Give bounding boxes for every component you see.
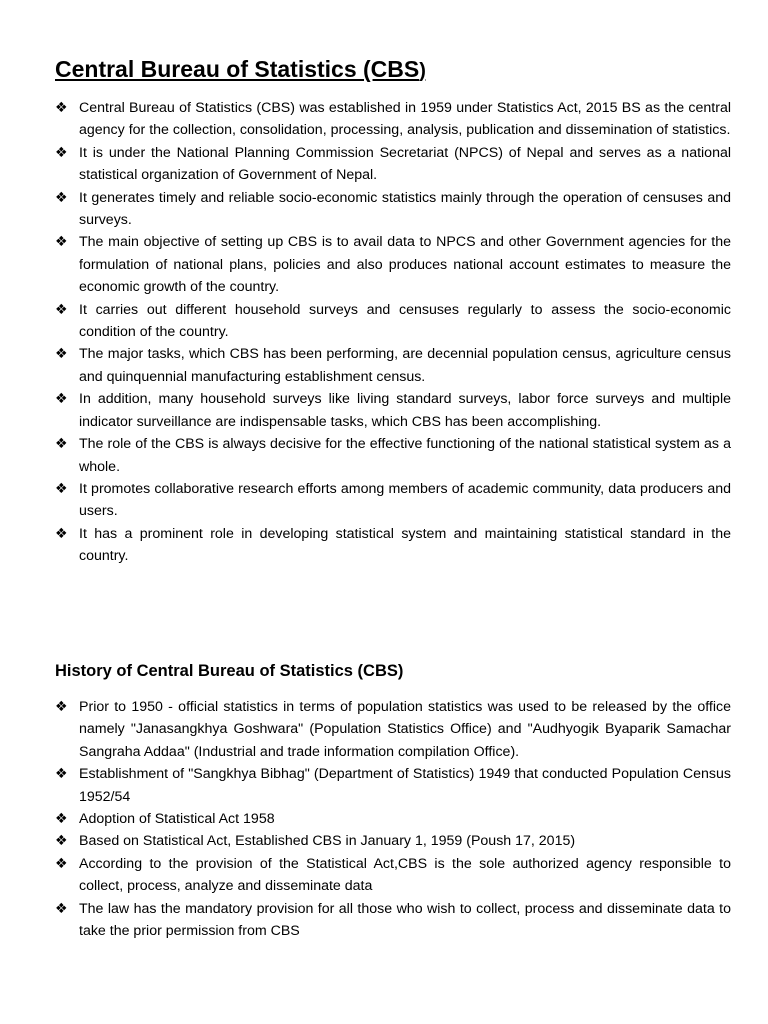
diamond-bullet-icon: ❖ (55, 855, 68, 872)
list-item (55, 187, 731, 232)
diamond-bullet-icon: ❖ (55, 699, 68, 715)
list-item (55, 830, 731, 852)
diamond-bullet-icon: ❖ (55, 234, 68, 251)
list-item-text: The main objective of setting up CBS is to avail data to NPCS and other Government agencies for the formulation of national plans, policies and also produces national account estimates to measure the economic growth of the country. (79, 234, 731, 296)
diamond-bullet-icon: ❖ (55, 900, 68, 917)
list-item (55, 299, 731, 344)
list-item-text: It has a prominent role in developing statistical system and maintaining statistical standard in the country. (79, 525, 731, 565)
list-item (55, 853, 731, 898)
list-item (55, 433, 731, 478)
list-item-text: It generates timely and reliable socio-economic statistics mainly through the operation of censuses and surveys. (79, 189, 731, 229)
diamond-bullet-icon: ❖ (55, 833, 68, 850)
diamond-bullet-icon: ❖ (55, 525, 68, 542)
list-item-text: Central Bureau of Statistics (CBS) was established in 1959 under Statistics Act, 2015 BS as the central agency for the collection, consolidation, processing, analysis, publication and dissemination of statistics. (79, 100, 731, 139)
list-item (55, 898, 731, 943)
list-item (55, 808, 731, 830)
diamond-bullet-icon: ❖ (55, 189, 68, 206)
list-item-text: It is under the National Planning Commission Secretariat (NPCS) of Nepal and serves as a national statistical organization of Government of Nepal. (79, 144, 731, 184)
list-item-text: It promotes collaborative research efforts among members of academic community, data producers and users. (79, 480, 731, 520)
list-item-text: Based on Statistical Act, Established CBS in January 1, 1959 (Poush 17, 2015) (79, 833, 576, 850)
list-item-text: In addition, many household surveys like living standard surveys, labor force surveys and multiple indicator surveillance are indispensable tasks, which CBS has been accomplishing. (79, 391, 731, 430)
diamond-bullet-icon: ❖ (55, 301, 68, 318)
diamond-bullet-icon: ❖ (55, 480, 68, 497)
history-section-heading: History of Central Bureau of Statistics (CBS) (55, 662, 404, 680)
page-title-text: Central Bureau of Statistics (CBS (55, 56, 420, 82)
list-item (55, 388, 731, 433)
list-item (55, 696, 731, 763)
diamond-bullet-icon: ❖ (55, 811, 68, 828)
list-item (55, 523, 731, 568)
list-item-text: Prior to 1950 - official statistics in terms of population statistics was used to be released by the office namely "Janasangkhya Goshwara" (Population Statistics Office) and "Audhyogik Byaparik Samachar Sangraha Addaa" (Industrial and trade information compilation Office). (79, 699, 731, 760)
diamond-bullet-icon: ❖ (55, 144, 68, 161)
list-item-text: The law has the mandatory provision for all those who wish to collect, process and disseminate data to take the prior permission from CBS (79, 900, 731, 940)
list-item-text: It carries out different household surveys and censuses regularly to assess the socio-economic condition of the country. (79, 301, 731, 341)
diamond-bullet-icon: ❖ (55, 391, 68, 408)
list-item-text: The role of the CBS is always decisive for the effective functioning of the national statistical system as a whole. (79, 436, 731, 475)
diamond-bullet-icon: ❖ (55, 100, 68, 116)
list-item-text: Establishment of "Sangkhya Bibhag" (Department of Statistics) 1949 that conducted Population Census 1952/54 (79, 766, 731, 805)
list-item-text: According to the provision of the Statistical Act,CBS is the sole authorized agency responsible to collect, process, analyze and disseminate data (79, 855, 731, 895)
list-item-text: Adoption of Statistical Act 1958 (79, 811, 275, 828)
list-item-text: The major tasks, which CBS has been performing, are decennial population census, agriculture census and quinquennial manufacturing establishment census. (79, 346, 731, 385)
diamond-bullet-icon: ❖ (55, 346, 68, 363)
list-item (55, 763, 731, 808)
intro-bullet-list (55, 97, 731, 568)
page-title (55, 56, 426, 83)
diamond-bullet-icon: ❖ (55, 766, 68, 783)
list-item (55, 97, 731, 142)
list-item (55, 231, 731, 298)
history-bullet-list (55, 696, 731, 942)
list-item (55, 343, 731, 388)
list-item (55, 142, 731, 187)
list-item (55, 478, 731, 523)
diamond-bullet-icon: ❖ (55, 436, 68, 453)
page-title-paren: ) (419, 60, 426, 82)
